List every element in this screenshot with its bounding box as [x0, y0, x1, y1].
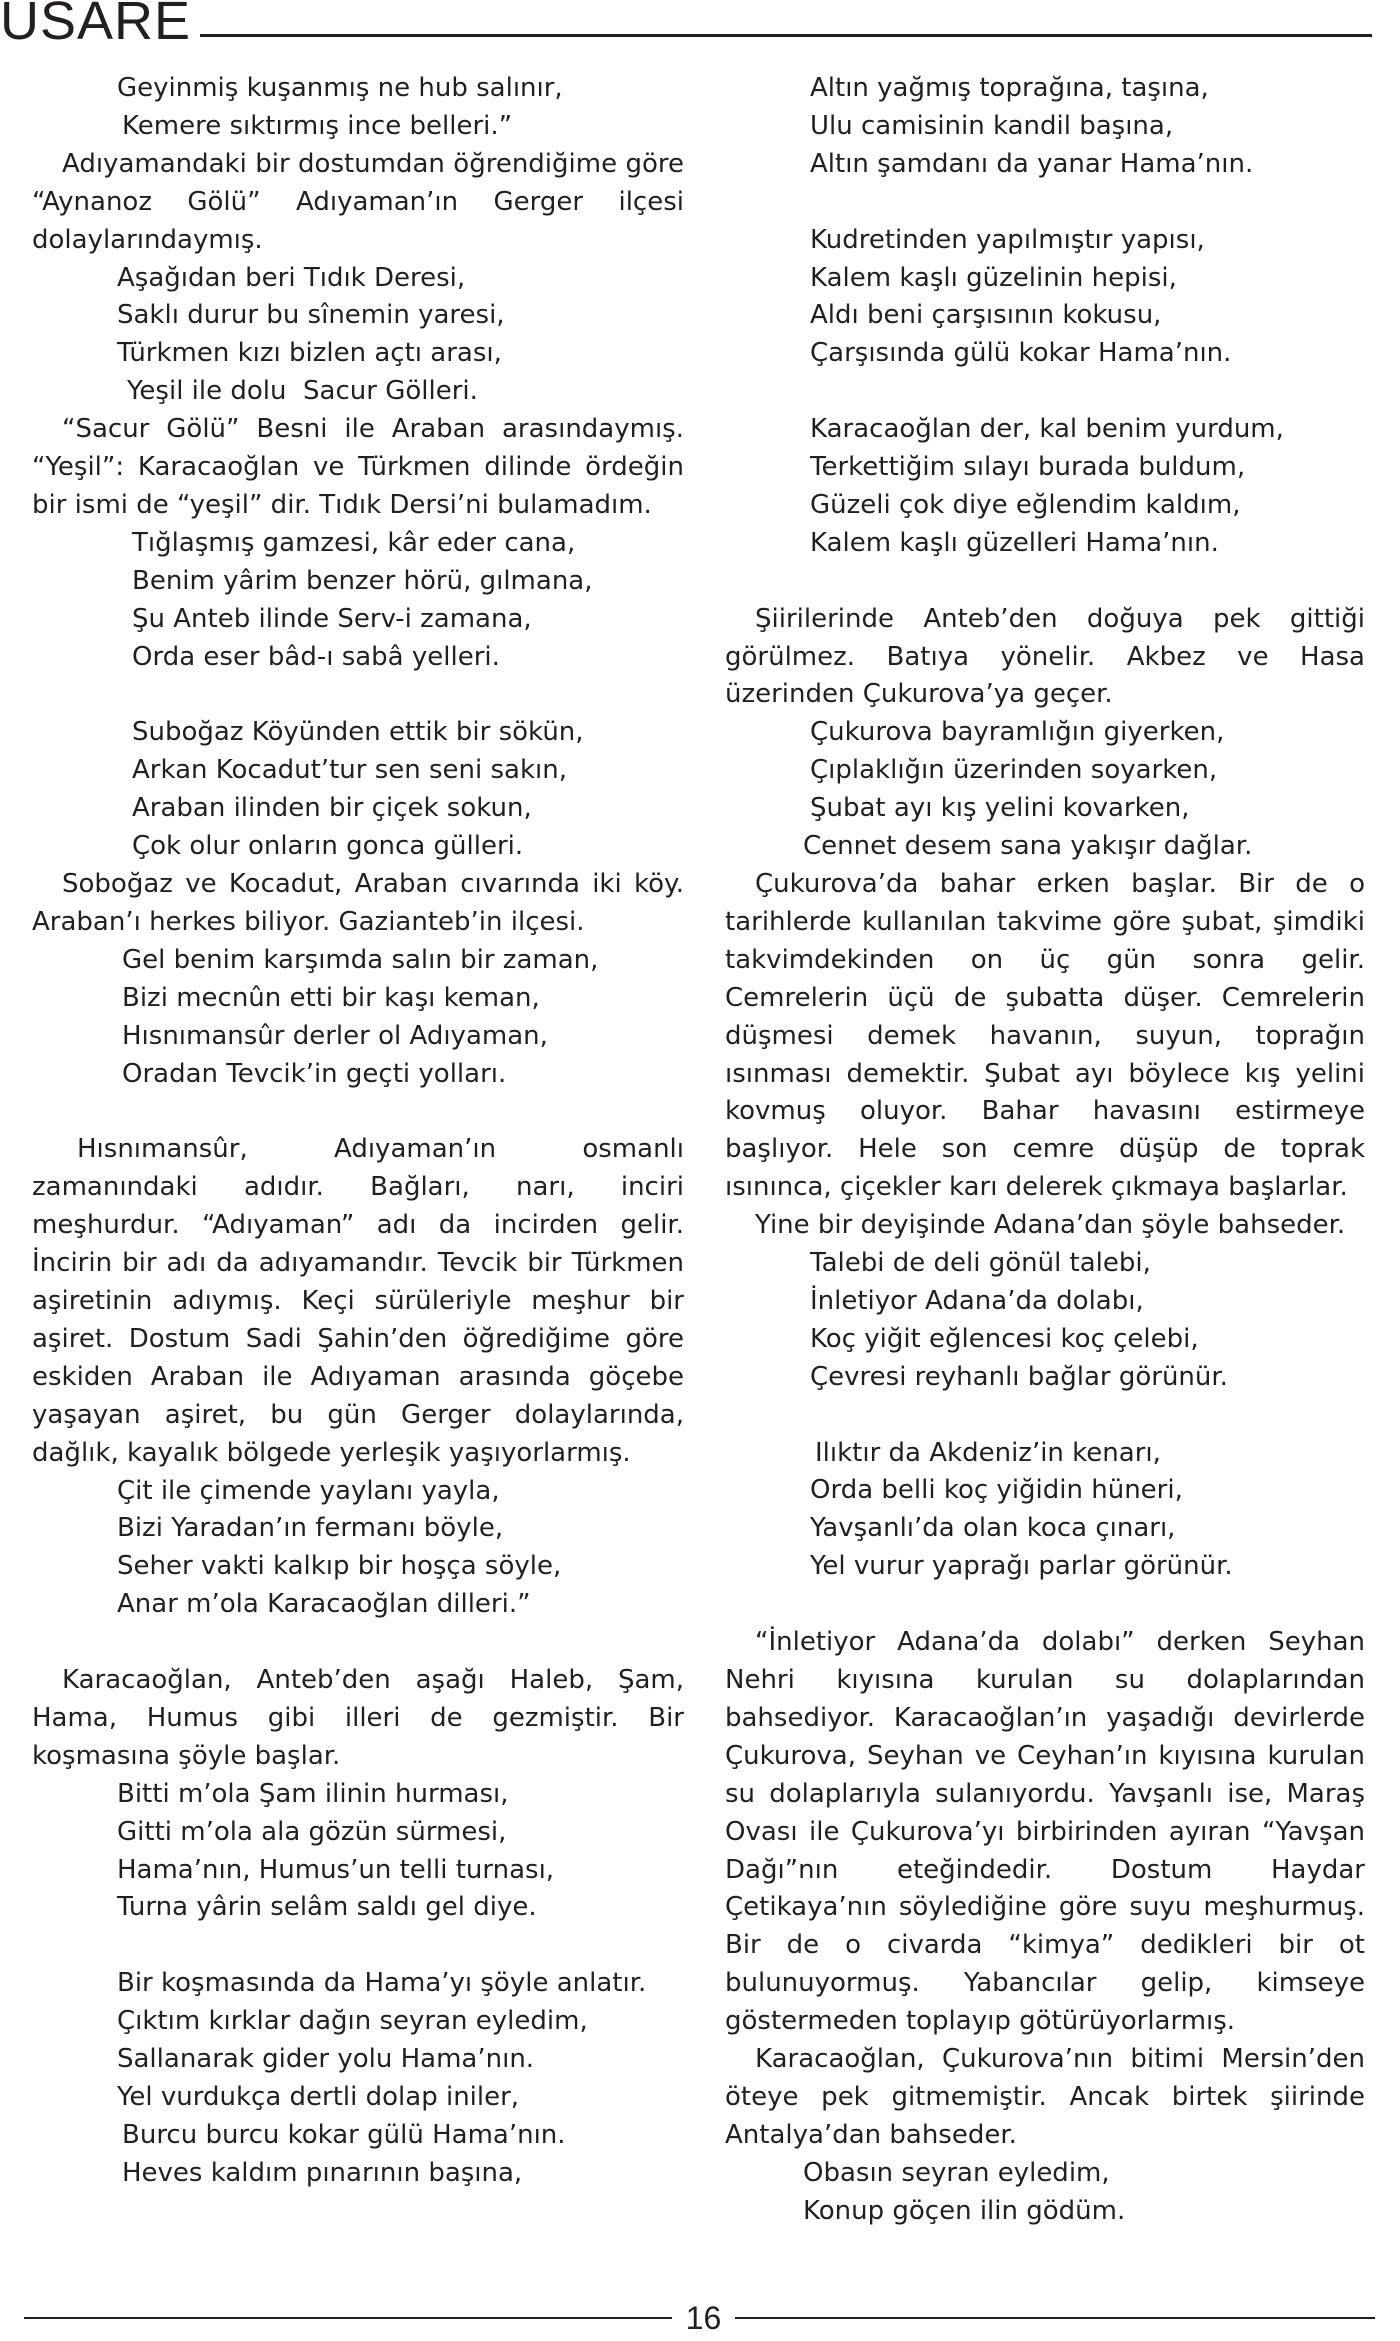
verse-line: Hama’nın, Humus’un telli turnası, [117, 1854, 555, 1885]
verse-line: Karacaoğlan der, kal benim yurdum, [810, 414, 1284, 445]
verse-line: Şubat ayı kış yelini kovarken, [810, 793, 1190, 824]
stanza-gap [725, 373, 1365, 411]
verse-line: Altın yağmış toprağına, taşına, [810, 73, 1209, 103]
paragraph: Karacaoğlan, Anteb’den aşağı Haleb, Şam, Hama, Humus gibi illeri de gezmiştir. Bir koşmasına şöyle başlar. [32, 1665, 684, 1771]
verse-line: Aşağıdan beri Tıdık Deresi, [117, 262, 466, 293]
verse-line: Yeşil ile dolu Sacur Gölleri. [127, 376, 478, 407]
verse-line: Orda eser bâd-ı sabâ yelleri. [132, 641, 500, 672]
footer-rule-left [24, 2317, 672, 2319]
footer-rule-right [735, 2317, 1375, 2319]
verse-line: Türkmen kızı bizlen açtı arası, [117, 338, 502, 369]
stanza-gap [32, 1927, 684, 1965]
verse-line: Yel vurdukça dertli dolap iniler, [117, 2081, 520, 2112]
verse-line: Cennet desem sana yakışır dağlar. [803, 831, 1253, 862]
verse-line: Çıplaklığın üzerinden soyarken, [810, 755, 1218, 786]
verse-line: Burcu burcu kokar gülü Hama’nın. [122, 2119, 566, 2150]
verse-line: Hısnımansûr derler ol Adıyaman, [122, 1020, 548, 1051]
verse-line: Konup göçen ilin gödüm. [803, 2195, 1126, 2226]
verse-line: Orda belli koç yiğidin hüneri, [810, 1475, 1183, 1506]
verse-line: Gel benim karşımda salın bir zaman, [122, 944, 599, 975]
verse-line: Çukurova bayramlığın giyerken, [810, 717, 1225, 748]
stanza-gap [725, 184, 1365, 222]
verse-line: Geyinmiş kuşanmış ne hub salınır, [117, 73, 563, 103]
paragraph: Soboğaz ve Kocadut, Araban cıvarında iki köy. Araban’ı herkes biliyor. Gazianteb’in ilçesi. [32, 869, 684, 937]
verse-line: Terkettiğim sılayı burada buldum, [810, 452, 1246, 483]
page-number: 16 [685, 2300, 722, 2336]
paragraph: Çukurova’da bahar erken başlar. Bir de o tarihlerde kullanılan takvime göre şubat, şimdiki takvimdekinden on üç gün sonra gelir. Cemrelerin üçü de şubatta düşer. Cemrelerin düşmesi demek havanın, suyun, toprağın ısınması demektir. Şubat ayı böylece kış yelini kovmuş oluyor. Bahar havasını estirmeye başlıyor. Hele son cemre düşüp de toprak ısınınca, çiçekler karı delerek çıkmaya başlarlar. [725, 868, 1365, 1203]
paragraph: Şiirilerinde Anteb’den doğuya pek gittiği görülmez. Batıya yönelir. Akbez ve Hasa üzerinden Çukurova’ya geçer. [725, 603, 1365, 710]
verse-line: Kalem kaşlı güzelinin hepisi, [810, 262, 1177, 293]
verse-line: Yel vurur yaprağı parlar görünür. [810, 1551, 1233, 1582]
verse-line: Seher vakti kalkıp bir hoşça söyle, [117, 1551, 562, 1582]
header-rule [200, 34, 1372, 37]
stanza-gap [725, 563, 1365, 601]
verse-line: Kalem kaşlı güzelleri Hama’nın. [810, 527, 1219, 558]
paragraph: Yine bir deyişinde Adana’dan şöyle bahseder. [755, 1210, 1346, 1241]
verse-line: Kudretinden yapılmıştır yapısı, [810, 224, 1205, 255]
verse-line: Şu Anteb ilinde Serv-i zamana, [132, 603, 532, 634]
stanza-gap [725, 1397, 1365, 1435]
paragraph: Karacaoğlan, Çukurova’nın bitimi Mersin’den öteye pek gitmemiştir. Ancak birtek şiirinde Antalya’dan bahseder. [725, 2044, 1365, 2150]
verse-line: Obasın seyran eyledim, [803, 2157, 1110, 2188]
verse-line: Suboğaz Köyünden ettik bir sökün, [132, 717, 584, 748]
verse-line: Araban ilinden bir çiçek sokun, [132, 793, 532, 824]
page-footer [0, 2298, 1400, 2338]
verse-line: Çok olur onların gonca gülleri. [132, 831, 524, 862]
stanza-gap [32, 1624, 684, 1662]
verse-line: Gitti m’ola ala gözün sürmesi, [117, 1816, 507, 1847]
verse-line: Aldı beni çarşısının kokusu, [810, 300, 1162, 331]
verse-line: Saklı durur bu sînemin yaresi, [117, 300, 505, 331]
verse-line: Bitti m’ola Şam ilinin hurması, [117, 1778, 509, 1809]
paragraph: “Sacur Gölü” Besni ile Araban arasındaymış. “Yeşil”: Karacaoğlan ve Türkmen dilinde ördeğin bir ismi de “yeşil” dir. Tıdık Dersi’ni bulamadım. [32, 414, 684, 520]
verse-line: Çit ile çimende yaylanı yayla, [117, 1475, 500, 1506]
verse-line: Tığlaşmış gamzesi, kâr eder cana, [132, 527, 576, 558]
verse-line: Turna yârin selâm saldı gel diye. [117, 1892, 537, 1923]
stanza-gap [32, 677, 684, 715]
verse-line: Talebi de deli gönül talebi, [810, 1248, 1151, 1279]
verse-line: İnletiyor Adana’da dolabı, [810, 1285, 1144, 1316]
verse-line: Ulu camisinin kandil başına, [810, 110, 1174, 141]
verse-line: Bizi mecnûn etti bir kaşı keman, [122, 982, 540, 1013]
verse-line: Bizi Yaradan’ın fermanı böyle, [117, 1513, 504, 1544]
verse-line: Heves kaldım pınarının başına, [122, 2157, 523, 2188]
magazine-title: USARE [0, 0, 192, 51]
verse-line: Çevresi reyhanlı bağlar görünür. [810, 1361, 1228, 1392]
left-text-column [32, 70, 684, 2193]
verse-line: Çıktım kırklar dağın seyran eyledim, [117, 2006, 588, 2037]
stanza-gap [32, 1093, 684, 1131]
paragraph: Hısnımansûr, Adıyaman’ın osmanlı zamanındaki adıdır. Bağları, narı, inciri meşhurdur. “Adıyaman” adı da incirden gelir. İncirin bir adı da adıyamandır. Tevcik bir Türkmen aşiretinin adıymış. Keçi sürüleriyle meşhur bir aşiret. Dostum Sadi Şahin’den öğrediğime göre eskiden Araban ile Adıyaman arasında göçebe yaşayan aşiret, bu gün Gerger dolaylarında, dağlık, kayalık bölgede yerleşik yaşıyorlarmış. [32, 1134, 684, 1468]
verse-line: Ilıktır da Akdeniz’in kenarı, [815, 1437, 1161, 1468]
right-text-column [725, 70, 1365, 2231]
verse-line: Koç yiğit eğlencesi koç çelebi, [810, 1323, 1199, 1354]
verse-line: Arkan Kocadut’tur sen seni sakın, [132, 755, 568, 786]
verse-line: Benim yârim benzer hörü, gılmana, [132, 565, 593, 596]
paragraph: “İnletiyor Adana’da dolabı” derken Seyhan Nehri kıyısına kurulan su dolaplarından bahsediyor. Karacaoğlan’ın yaşadığı devirlerde Çukurova, Seyhan ve Ceyhan’ın kıyısına kurulan su dolaplarıyla sulanıyordu. Yavşanlı ise, Maraş Ovası ile Çukurova’yı birbirinden ayıran “Yavşan Dağı”nın eteğindedir. Dostum Haydar Çetikaya’nın söylediğine göre suyu meşhurmuş. Bir de o civarda “kimya” dedikleri bir ot bulunuyormuş. Yabancılar gelip, kimseye göstermeden toplayıp götürüyorlarmış. [725, 1627, 1365, 2037]
verse-line: Çarşısında gülü kokar Hama’nın. [810, 338, 1232, 369]
stanza-gap [725, 1586, 1365, 1624]
verse-line: Oradan Tevcik’in geçti yolları. [122, 1058, 507, 1089]
verse-line: Kemere sıktırmış ince belleri.” [122, 110, 513, 141]
verse-line: Güzeli çok diye eğlendim kaldım, [810, 489, 1241, 520]
verse-line: Anar m’ola Karacaoğlan dilleri.” [117, 1589, 531, 1620]
page-header [0, 0, 1400, 60]
verse-line: Yavşanlı’da olan koca çınarı, [810, 1513, 1176, 1544]
verse-line: Sallanarak gider yolu Hama’nın. [117, 2044, 535, 2075]
paragraph: Adıyamandaki bir dostumdan öğrendiğime göre “Aynanoz Gölü” Adıyaman’ın Gerger ilçesi dolaylarındaymış. [32, 148, 684, 255]
verse-line: Bir koşmasında da Hama’yı şöyle anlatır. [117, 1968, 647, 1999]
verse-line: Altın şamdanı da yanar Hama’nın. [810, 148, 1254, 179]
